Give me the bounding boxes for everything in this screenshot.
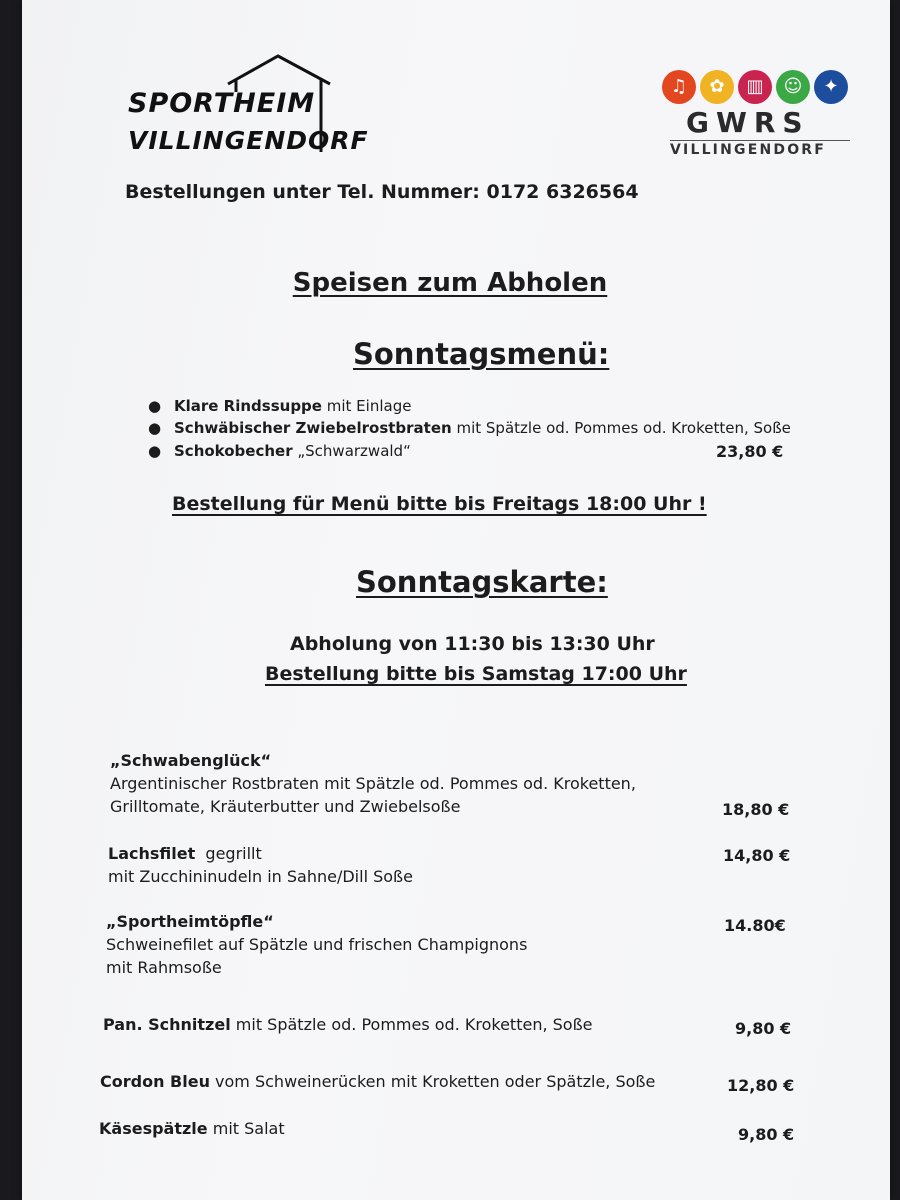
dish-price: 14,80 € [723, 846, 791, 865]
gwrs-logo [662, 70, 852, 160]
palette-icon: ✿ [700, 70, 734, 104]
dish-name: „Schwabenglück“ [110, 751, 272, 770]
bullet-icon: ● [148, 442, 162, 460]
dish-description: Argentinischer Rostbraten mit Spätzle od. Pommes od. Kroketten, [110, 774, 636, 793]
dish-description: Grilltomate, Kräuterbutter und Zwiebelsoße [110, 797, 461, 816]
item-detail: mit Spätzle od. Pommes od. Kroketten, Soße [451, 419, 791, 437]
music-note-icon: ♫ [662, 70, 696, 104]
list-item [148, 397, 412, 415]
dish-detail: mit Spätzle od. Pommes od. Kroketten, Soße [230, 1015, 593, 1034]
gwrs-name: GWRS [686, 106, 810, 139]
logo-line1: SPORTHEIM [128, 88, 316, 119]
item-name: Klare Rindssuppe [174, 397, 322, 415]
item-name: Schokobecher [174, 442, 293, 460]
dish-item [106, 910, 527, 979]
page-title-text: Speisen zum Abholen [292, 268, 608, 298]
gwrs-subtitle: VILLINGENDORF [670, 142, 827, 158]
stars-icon: ✦ [814, 70, 848, 104]
logo-divider [670, 140, 850, 141]
dish-description: mit Rahmsoße [106, 958, 222, 977]
sportheim-logo [128, 52, 369, 162]
dish-description: Schweinefilet auf Spätzle und frischen Champignons [106, 935, 528, 954]
dish-description: mit Zucchininudeln in Sahne/Dill Soße [108, 867, 413, 886]
item-detail: „Schwarzwald“ [292, 442, 411, 460]
item-detail: mit Einlage [321, 397, 412, 415]
dish-name: Pan. Schnitzel [103, 1015, 231, 1034]
menu-price: 23,80 € [716, 442, 784, 461]
card-order-note: Bestellung bitte bis Samstag 17:00 Uhr [265, 663, 687, 685]
dish-item [110, 749, 636, 818]
dish-price: 12,80 € [727, 1076, 795, 1095]
dish-price: 18,80 € [722, 800, 790, 819]
bullet-icon: ● [148, 397, 162, 415]
dish-detail: mit Salat [207, 1119, 285, 1138]
dish-name: Cordon Bleu [100, 1072, 210, 1091]
pickup-time: Abholung von 11:30 bis 13:30 Uhr [290, 633, 655, 655]
dish-item [108, 842, 413, 888]
dish-price: 9,80 € [738, 1125, 795, 1144]
phone-line: Bestellungen unter Tel. Nummer: 0172 6326564 [125, 181, 639, 203]
logo-line2: VILLINGENDORF [128, 126, 369, 155]
dish-detail: gegrillt [195, 844, 262, 863]
sonntagskarte-heading: Sonntagskarte: [356, 565, 608, 599]
book-icon: ▥ [738, 70, 772, 104]
dish-name: „Sportheimtöpfle“ [106, 912, 274, 931]
dish-name: Lachsfilet [108, 844, 196, 863]
dish-price: 14.80€ [724, 916, 786, 935]
list-item [148, 442, 411, 460]
item-name: Schwäbischer Zwiebelrostbraten [174, 419, 452, 437]
sonntagsmenu-heading: Sonntagsmenü: [353, 337, 610, 371]
dish-item [100, 1070, 655, 1093]
dish-item [99, 1117, 285, 1140]
page-title [0, 268, 900, 298]
menu-order-note: Bestellung für Menü bitte bis Freitags 18:00 Uhr ! [172, 493, 707, 515]
list-item [148, 419, 791, 437]
dish-detail: vom Schweinerücken mit Kroketten oder Spätzle, Soße [209, 1072, 656, 1091]
runner-icon: ☺ [776, 70, 810, 104]
dish-price: 9,80 € [735, 1019, 792, 1038]
dish-name: Käsespätzle [99, 1119, 208, 1138]
dish-item [103, 1013, 593, 1036]
bullet-icon: ● [148, 419, 162, 437]
